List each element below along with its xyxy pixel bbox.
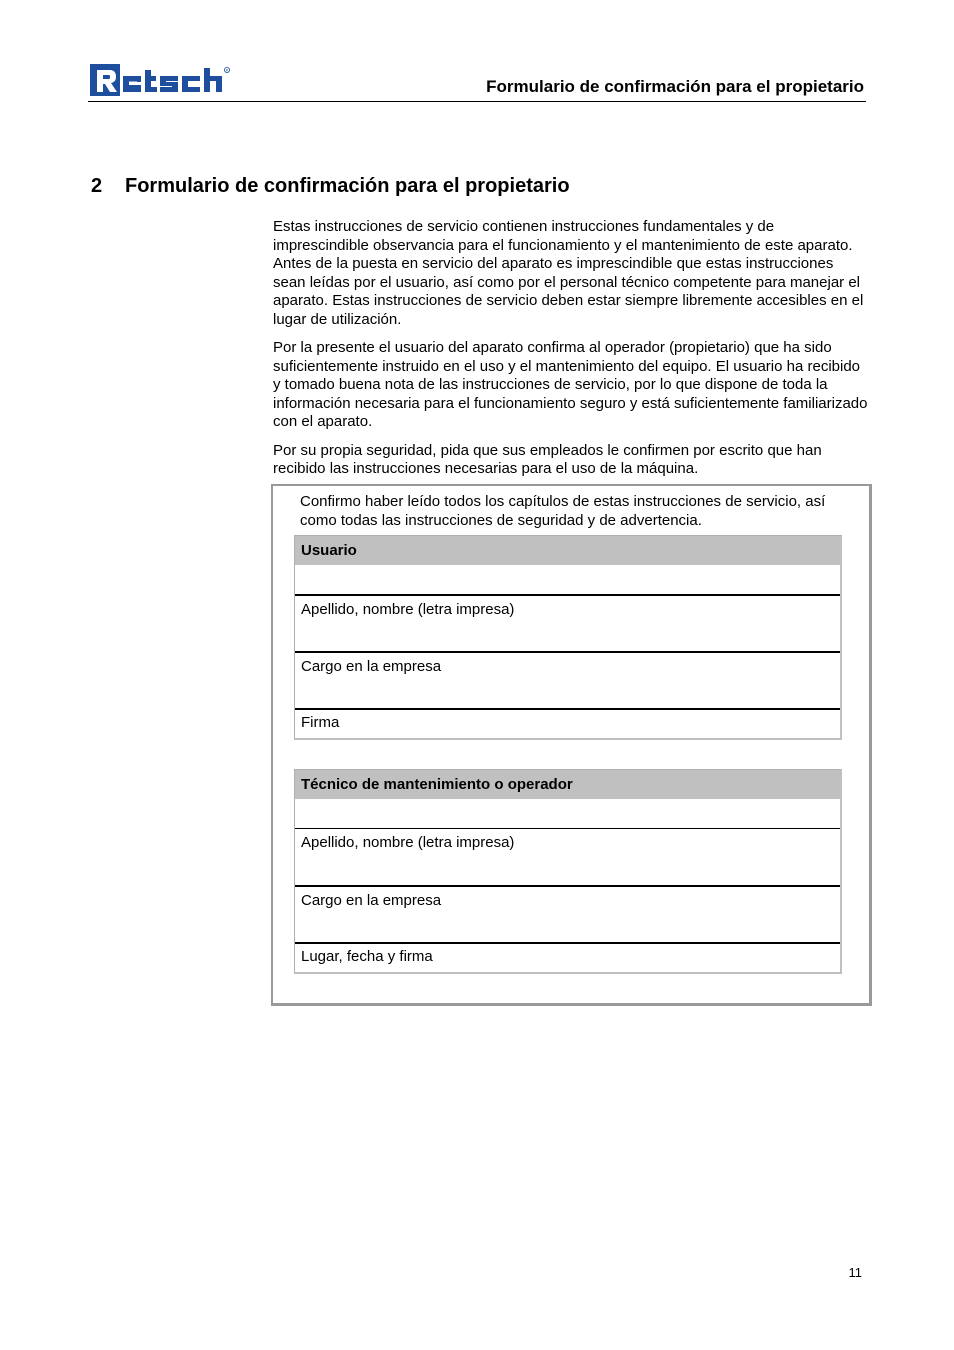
confirmation-text: Confirmo haber leído todos los capítulos de estas instrucciones de servicio, así como todas las instrucciones de seguridad y de advertencia. bbox=[300, 493, 826, 529]
field-label: Apellido, nombre (letra impresa) bbox=[301, 834, 515, 851]
section-title: Formulario de confirmación para el propietario bbox=[125, 175, 570, 197]
name-entry-field[interactable] bbox=[295, 565, 840, 594]
header-title: Formulario de confirmación para el propietario bbox=[486, 77, 864, 96]
paragraph: Por la presente el usuario del aparato confirma al operador (propietario) que ha sido suficientemente instruido en el uso y el mantenimiento del equipo. El usuario ha recibido y tomado buena nota de las instrucciones de servicio, por lo que dispone de toda la información necesaria para el funcionamiento seguro y está suficientemente familiarizado con el aparato. bbox=[273, 339, 868, 430]
name-field-label bbox=[295, 594, 840, 651]
position-field-label bbox=[295, 651, 840, 708]
table-heading: Usuario bbox=[295, 536, 840, 565]
field-label: Cargo en la empresa bbox=[301, 892, 442, 909]
technician-signature-table bbox=[294, 769, 842, 974]
section-heading bbox=[91, 175, 570, 198]
place-date-signature-label bbox=[295, 942, 840, 972]
signature-field-label bbox=[295, 708, 840, 738]
user-signature-table bbox=[294, 535, 842, 740]
page-number: 11 bbox=[848, 1265, 862, 1280]
field-label: Cargo en la empresa bbox=[301, 658, 442, 675]
field-label: Apellido, nombre (letra impresa) bbox=[301, 601, 515, 618]
name-entry-field[interactable] bbox=[295, 799, 840, 828]
svg-text:R: R bbox=[225, 68, 229, 73]
paragraph: Por su propia seguridad, pida que sus empleados le confirmen por escrito que han recibido las instrucciones necesarias para el uso de la máquina. bbox=[273, 441, 822, 477]
table-heading: Técnico de mantenimiento o operador bbox=[295, 770, 840, 799]
position-field-label bbox=[295, 885, 840, 942]
confirmation-box bbox=[271, 484, 872, 1006]
paragraph: Estas instrucciones de servicio contienen instrucciones fundamentales y de imprescindible observancia para el funcionamiento y el mantenimiento de este aparato. Antes de la puesta en servicio del aparato es imprescindible que estas instrucciones sean leídas por el usuario, así como por el personal técnico competente para manejar el aparato. Estas instrucciones de servicio deben estar siempre libremente accesibles en el lugar de utilización. bbox=[273, 218, 864, 328]
body-text bbox=[273, 218, 868, 489]
section-number: 2 bbox=[91, 175, 103, 197]
retsch-logo bbox=[90, 62, 258, 98]
field-label: Firma bbox=[301, 714, 340, 731]
field-label: Lugar, fecha y firma bbox=[301, 948, 433, 965]
name-field-label bbox=[295, 828, 840, 885]
header-divider bbox=[88, 101, 866, 102]
